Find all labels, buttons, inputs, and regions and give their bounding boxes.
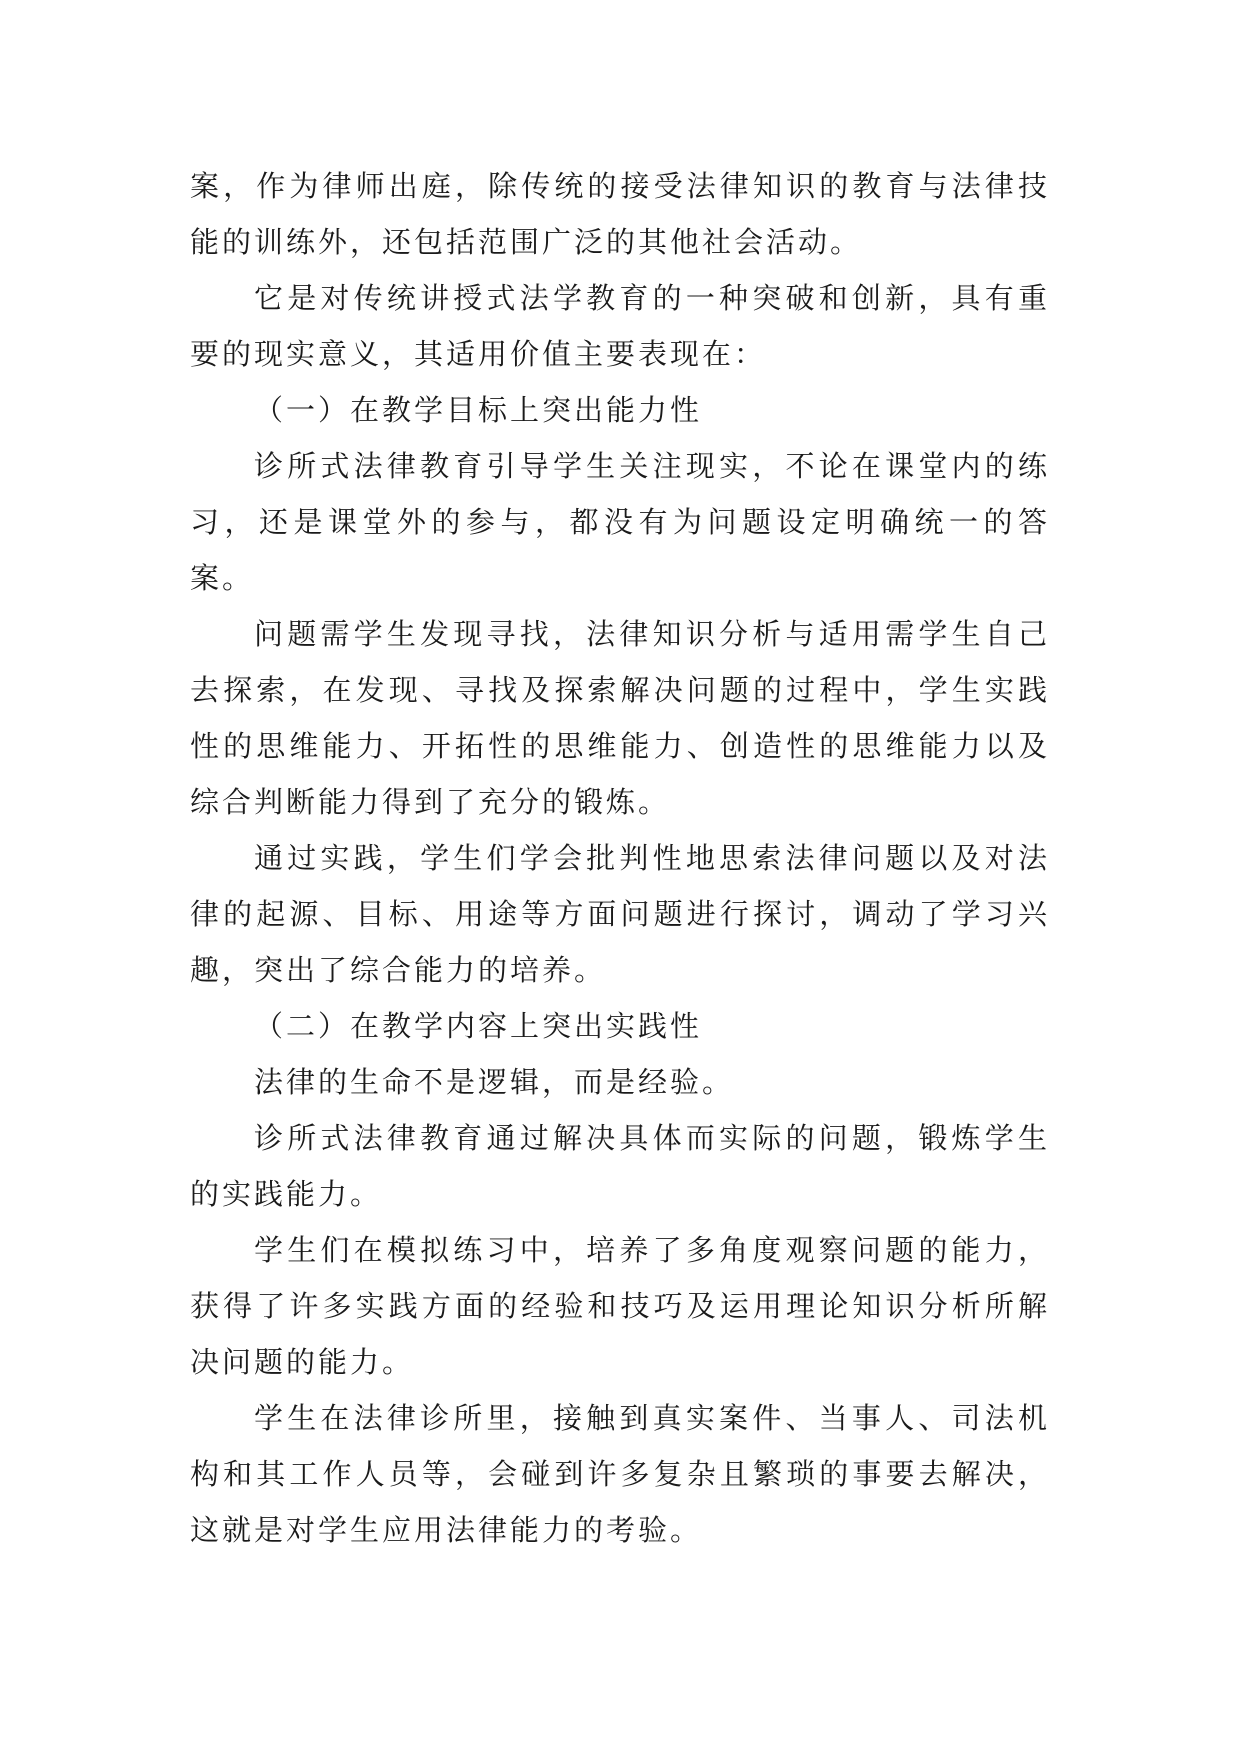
paragraph: 学生在法律诊所里，接触到真实案件、当事人、司法机构和其工作人员等，会碰到许多复杂且繁琐的事要去解决，这就是对学生应用法律能力的考验。: [190, 1401, 1050, 1547]
section-heading: （一）在教学目标上突出能力性: [254, 393, 703, 427]
paragraph: 学生们在模拟练习中，培养了多角度观察问题的能力，获得了许多实践方面的经验和技巧及运用理论知识分析所解决问题的能力。: [190, 1233, 1050, 1379]
paragraph: 它是对传统讲授式法学教育的一种突破和创新，具有重要的现实意义，其适用价值主要表现在：: [190, 281, 1050, 371]
section-heading: （二）在教学内容上突出实践性: [254, 1009, 703, 1043]
paragraph: 案，作为律师出庭，除传统的接受法律知识的教育与法律技能的训练外，还包括范围广泛的其他社会活动。: [190, 169, 1050, 259]
paragraph: 问题需学生发现寻找，法律知识分析与适用需学生自己去探索，在发现、寻找及探索解决问题的过程中，学生实践性的思维能力、开拓性的思维能力、创造性的思维能力以及综合判断能力得到了充分的锻炼。: [190, 617, 1050, 819]
paragraph: 诊所式法律教育通过解决具体而实际的问题，锻炼学生的实践能力。: [190, 1121, 1050, 1211]
paragraph: 诊所式法律教育引导学生关注现实，不论在课堂内的练习，还是课堂外的参与，都没有为问题设定明确统一的答案。: [190, 449, 1050, 595]
document-body: [190, 158, 1050, 1558]
paragraph: 法律的生命不是逻辑，而是经验。: [254, 1065, 735, 1099]
paragraph: 通过实践，学生们学会批判性地思索法律问题以及对法律的起源、目标、用途等方面问题进行探讨，调动了学习兴趣，突出了综合能力的培养。: [190, 841, 1050, 987]
